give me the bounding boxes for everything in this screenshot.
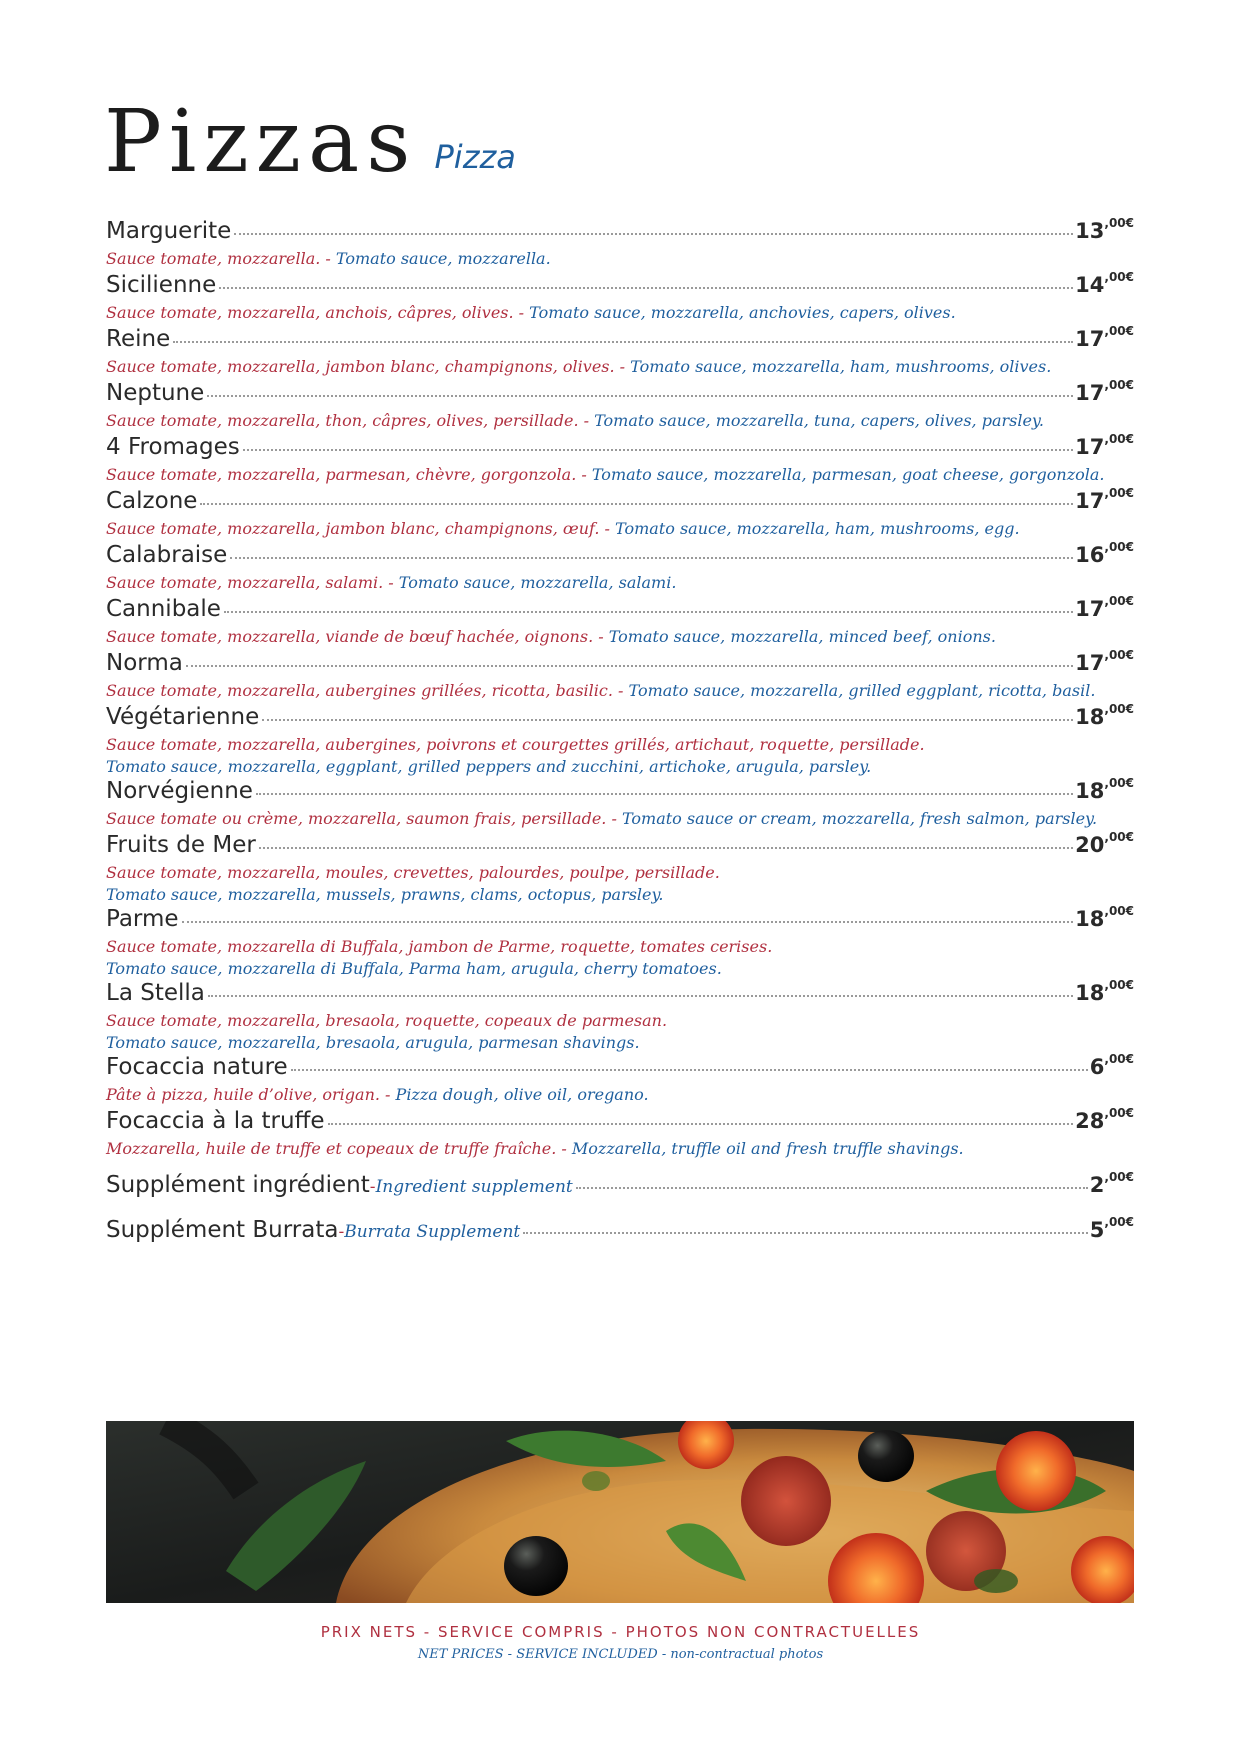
price-value: 17 bbox=[1075, 327, 1105, 351]
description-separator: - bbox=[614, 357, 631, 376]
item-description bbox=[106, 248, 1134, 270]
item-price bbox=[1089, 1170, 1134, 1197]
price-value: 6 bbox=[1089, 1055, 1105, 1079]
description-separator: - bbox=[379, 1085, 396, 1104]
description-separator: - bbox=[599, 519, 616, 538]
price-value: 14 bbox=[1075, 273, 1105, 297]
item-header-line bbox=[106, 434, 1134, 464]
menu-item bbox=[106, 596, 1134, 648]
item-price bbox=[1075, 1106, 1134, 1133]
description-separator: - bbox=[593, 627, 609, 646]
dot-leader bbox=[207, 395, 1073, 397]
footer-note-en: NET PRICES - SERVICE INCLUDED - non-contractual photos bbox=[417, 1647, 824, 1662]
item-header-line bbox=[106, 1054, 1134, 1084]
price-value: 2 bbox=[1089, 1173, 1105, 1197]
item-header-line bbox=[106, 326, 1134, 356]
item-price bbox=[1075, 648, 1134, 675]
dot-leader bbox=[262, 719, 1073, 721]
item-name: Norma bbox=[106, 650, 183, 676]
item-price bbox=[1075, 904, 1134, 931]
supplement-item bbox=[106, 1172, 1134, 1202]
description-separator: - bbox=[513, 303, 530, 322]
menu-item bbox=[106, 542, 1134, 594]
item-price bbox=[1075, 594, 1134, 621]
item-description bbox=[106, 1138, 1134, 1160]
item-description-en: Tomato sauce, mozzarella, minced beef, onions. bbox=[608, 627, 996, 646]
description-separator: - bbox=[606, 809, 622, 828]
dot-leader bbox=[243, 449, 1073, 451]
item-name: Calabraise bbox=[106, 542, 228, 568]
page-header bbox=[104, 92, 516, 192]
pizza-photo bbox=[106, 1421, 1134, 1603]
item-description-fr: Sauce tomate, mozzarella, anchois, câpres, olives. bbox=[106, 303, 514, 322]
price-cents: ,00€ bbox=[1104, 648, 1134, 662]
price-value: 17 bbox=[1075, 381, 1105, 405]
dot-leader bbox=[200, 503, 1073, 505]
dot-leader bbox=[182, 921, 1074, 923]
item-price bbox=[1075, 702, 1134, 729]
item-description-fr: Sauce tomate, mozzarella. bbox=[106, 249, 321, 268]
item-price bbox=[1075, 270, 1134, 297]
menu-item bbox=[106, 380, 1134, 432]
menu-item bbox=[106, 778, 1134, 830]
price-cents: ,00€ bbox=[1104, 324, 1134, 338]
item-header-line bbox=[106, 488, 1134, 518]
item-description bbox=[106, 808, 1134, 830]
menu-item bbox=[106, 272, 1134, 324]
price-value: 17 bbox=[1075, 489, 1105, 513]
item-description-fr: Sauce tomate, mozzarella, thon, câpres, olives, persillade. bbox=[106, 411, 579, 430]
item-description-fr: Sauce tomate, mozzarella, parmesan, chèvre, gorgonzola. bbox=[106, 465, 577, 484]
description-separator: - bbox=[320, 249, 336, 268]
supplement-separator: - bbox=[369, 1177, 376, 1196]
menu-item bbox=[106, 218, 1134, 270]
item-description-fr: Sauce tomate, mozzarella, viande de bœuf hachée, oignons. bbox=[106, 627, 594, 646]
supplement-name-en: Ingredient supplement bbox=[375, 1177, 573, 1197]
dot-leader bbox=[224, 611, 1073, 613]
price-value: 18 bbox=[1075, 981, 1105, 1005]
item-price bbox=[1089, 1215, 1134, 1242]
dot-leader bbox=[256, 793, 1073, 795]
menu-item bbox=[106, 434, 1134, 486]
item-name: 4 Fromages bbox=[106, 434, 240, 460]
item-name: Cannibale bbox=[106, 596, 221, 622]
item-description-en: Tomato sauce, mozzarella, eggplant, grilled peppers and zucchini, artichoke, arugula, parsley. bbox=[106, 757, 872, 776]
item-description-en: Tomato sauce, mozzarella, ham, mushrooms, olives. bbox=[630, 357, 1052, 376]
item-header-line bbox=[106, 272, 1134, 302]
description-separator: - bbox=[578, 411, 595, 430]
price-value: 18 bbox=[1075, 705, 1105, 729]
description-separator: - bbox=[612, 681, 629, 700]
item-name: Marguerite bbox=[106, 218, 232, 244]
supplement-line bbox=[106, 1217, 1134, 1247]
item-name: La Stella bbox=[106, 980, 205, 1006]
price-value: 5 bbox=[1089, 1218, 1105, 1242]
item-name: Parme bbox=[106, 906, 179, 932]
price-cents: ,00€ bbox=[1104, 216, 1134, 230]
item-name: Reine bbox=[106, 326, 171, 352]
item-description-en: Pizza dough, olive oil, oregano. bbox=[395, 1085, 649, 1104]
item-description-en: Tomato sauce, mozzarella, salami. bbox=[398, 573, 677, 592]
page-subtitle: Pizza bbox=[434, 138, 516, 176]
item-description-fr: Sauce tomate, mozzarella, bresaola, roquette, copeaux de parmesan. bbox=[106, 1011, 668, 1030]
price-cents: ,00€ bbox=[1104, 1170, 1134, 1184]
item-description-fr: Sauce tomate, mozzarella di Buffala, jambon de Parme, roquette, tomates cerises. bbox=[106, 937, 773, 956]
menu-item bbox=[106, 1054, 1134, 1106]
dot-leader bbox=[576, 1187, 1088, 1189]
item-description bbox=[106, 1084, 1134, 1106]
item-description-en: Tomato sauce, mozzarella di Buffala, Parma ham, arugula, cherry tomatoes. bbox=[106, 959, 722, 978]
item-description-fr: Sauce tomate, mozzarella, salami. bbox=[106, 573, 384, 592]
price-value: 20 bbox=[1075, 833, 1105, 857]
item-description bbox=[106, 410, 1134, 432]
item-description bbox=[106, 626, 1134, 648]
price-value: 17 bbox=[1075, 435, 1105, 459]
item-price bbox=[1075, 324, 1134, 351]
item-description-en: Tomato sauce, mozzarella, anchovies, capers, olives. bbox=[529, 303, 956, 322]
item-description bbox=[106, 356, 1134, 378]
item-description-fr: Sauce tomate, mozzarella, jambon blanc, champignons, olives. bbox=[106, 357, 615, 376]
item-price bbox=[1075, 830, 1134, 857]
menu-item bbox=[106, 832, 1134, 906]
item-price bbox=[1075, 486, 1134, 513]
item-name: Sicilienne bbox=[106, 272, 217, 298]
price-cents: ,00€ bbox=[1104, 540, 1134, 554]
item-price bbox=[1075, 978, 1134, 1005]
price-cents: ,00€ bbox=[1104, 830, 1134, 844]
price-cents: ,00€ bbox=[1104, 1215, 1134, 1229]
item-header-line bbox=[106, 704, 1134, 734]
item-name: Focaccia à la truffe bbox=[106, 1108, 325, 1134]
menu-item bbox=[106, 980, 1134, 1054]
price-cents: ,00€ bbox=[1104, 776, 1134, 790]
price-value: 28 bbox=[1075, 1109, 1105, 1133]
price-value: 18 bbox=[1075, 907, 1105, 931]
item-description-en: Tomato sauce, mozzarella, tuna, capers, olives, parsley. bbox=[594, 411, 1044, 430]
item-description-en: Tomato sauce, mozzarella. bbox=[335, 249, 551, 268]
item-name: Fruits de Mer bbox=[106, 832, 256, 858]
item-description-en: Tomato sauce, mozzarella, grilled eggplant, ricotta, basil. bbox=[628, 681, 1096, 700]
page-title: Pizzas bbox=[104, 92, 418, 192]
dot-leader bbox=[291, 1069, 1088, 1071]
item-description-en: Tomato sauce, mozzarella, bresaola, arugula, parmesan shavings. bbox=[106, 1033, 640, 1052]
price-value: 18 bbox=[1075, 779, 1105, 803]
supplement-line bbox=[106, 1172, 1134, 1202]
item-name: Neptune bbox=[106, 380, 205, 406]
description-separator: - bbox=[383, 573, 399, 592]
menu-item bbox=[106, 906, 1134, 980]
price-cents: ,00€ bbox=[1104, 978, 1134, 992]
item-description-fr: Sauce tomate, mozzarella, jambon blanc, champignons, œuf. bbox=[106, 519, 600, 538]
item-price bbox=[1089, 1052, 1134, 1079]
dot-leader bbox=[230, 557, 1073, 559]
item-description-fr: Mozzarella, huile de truffe et copeaux de truffe fraîche. bbox=[106, 1139, 557, 1158]
item-price bbox=[1075, 378, 1134, 405]
item-description-en: Tomato sauce, mozzarella, ham, mushrooms, egg. bbox=[615, 519, 1020, 538]
price-cents: ,00€ bbox=[1104, 904, 1134, 918]
item-description bbox=[106, 680, 1134, 702]
price-cents: ,00€ bbox=[1104, 432, 1134, 446]
menu-item bbox=[106, 326, 1134, 378]
price-cents: ,00€ bbox=[1104, 1106, 1134, 1120]
item-header-line bbox=[106, 650, 1134, 680]
item-name: Norvégienne bbox=[106, 778, 253, 804]
description-separator: - bbox=[576, 465, 592, 484]
item-description bbox=[106, 572, 1134, 594]
price-cents: ,00€ bbox=[1104, 378, 1134, 392]
item-header-line bbox=[106, 596, 1134, 626]
price-cents: ,00€ bbox=[1104, 702, 1134, 716]
price-cents: ,00€ bbox=[1104, 594, 1134, 608]
item-description-fr: Sauce tomate ou crème, mozzarella, saumon frais, persillade. bbox=[106, 809, 607, 828]
item-name: Calzone bbox=[106, 488, 198, 514]
item-description-en: Tomato sauce, mozzarella, mussels, prawns, clams, octopus, parsley. bbox=[106, 885, 664, 904]
item-header-line bbox=[106, 832, 1134, 862]
item-description-en: Tomato sauce or cream, mozzarella, fresh salmon, parsley. bbox=[621, 809, 1098, 828]
price-value: 17 bbox=[1075, 651, 1105, 675]
menu-item bbox=[106, 488, 1134, 540]
dot-leader bbox=[234, 233, 1073, 235]
supplement-separator: - bbox=[338, 1222, 345, 1241]
price-cents: ,00€ bbox=[1104, 1052, 1134, 1066]
price-value: 16 bbox=[1075, 543, 1105, 567]
item-header-line bbox=[106, 380, 1134, 410]
item-description bbox=[106, 302, 1134, 324]
price-cents: ,00€ bbox=[1104, 270, 1134, 284]
item-name: Focaccia nature bbox=[106, 1054, 288, 1080]
item-description-en: Mozzarella, truffle oil and fresh truffle shavings. bbox=[571, 1139, 964, 1158]
item-header-line bbox=[106, 218, 1134, 248]
menu-item bbox=[106, 650, 1134, 702]
item-header-line bbox=[106, 778, 1134, 808]
dot-leader bbox=[186, 665, 1073, 667]
item-description-fr: Sauce tomate, mozzarella, moules, crevettes, palourdes, poulpe, persillade. bbox=[106, 863, 720, 882]
price-value: 13 bbox=[1075, 219, 1105, 243]
dot-leader bbox=[208, 995, 1073, 997]
dot-leader bbox=[219, 287, 1073, 289]
item-price bbox=[1075, 540, 1134, 567]
supplement-item bbox=[106, 1217, 1134, 1247]
menu-item bbox=[106, 1108, 1134, 1160]
menu-item bbox=[106, 704, 1134, 778]
item-name: Végétarienne bbox=[106, 704, 260, 730]
dot-leader bbox=[259, 847, 1073, 849]
item-description-fr: Sauce tomate, mozzarella, aubergines, poivrons et courgettes grillés, artichaut, roquette, persillade. bbox=[106, 735, 925, 754]
item-header-line bbox=[106, 906, 1134, 936]
item-price bbox=[1075, 216, 1134, 243]
item-description bbox=[106, 464, 1134, 486]
price-cents: ,00€ bbox=[1104, 486, 1134, 500]
item-description-fr: Sauce tomate, mozzarella, aubergines grillées, ricotta, basilic. bbox=[106, 681, 613, 700]
item-price bbox=[1075, 776, 1134, 803]
supplement-name: Supplément ingrédient bbox=[106, 1172, 370, 1198]
description-separator: - bbox=[556, 1139, 572, 1158]
footer-note-fr: PRIX NETS - SERVICE COMPRIS - PHOTOS NON CONTRACTUELLES bbox=[320, 1623, 921, 1641]
dot-leader bbox=[173, 341, 1073, 343]
item-description-en: Tomato sauce, mozzarella, parmesan, goat cheese, gorgonzola. bbox=[591, 465, 1105, 484]
item-price bbox=[1075, 432, 1134, 459]
dot-leader bbox=[328, 1123, 1074, 1125]
supplement-name: Supplément Burrata bbox=[106, 1217, 339, 1243]
dot-leader bbox=[523, 1232, 1088, 1234]
item-header-line bbox=[106, 542, 1134, 572]
item-description-fr: Pâte à pizza, huile d’olive, origan. bbox=[106, 1085, 380, 1104]
item-description bbox=[106, 518, 1134, 540]
item-header-line bbox=[106, 1108, 1134, 1138]
price-value: 17 bbox=[1075, 597, 1105, 621]
supplement-name-en: Burrata Supplement bbox=[344, 1222, 521, 1242]
item-header-line bbox=[106, 980, 1134, 1010]
